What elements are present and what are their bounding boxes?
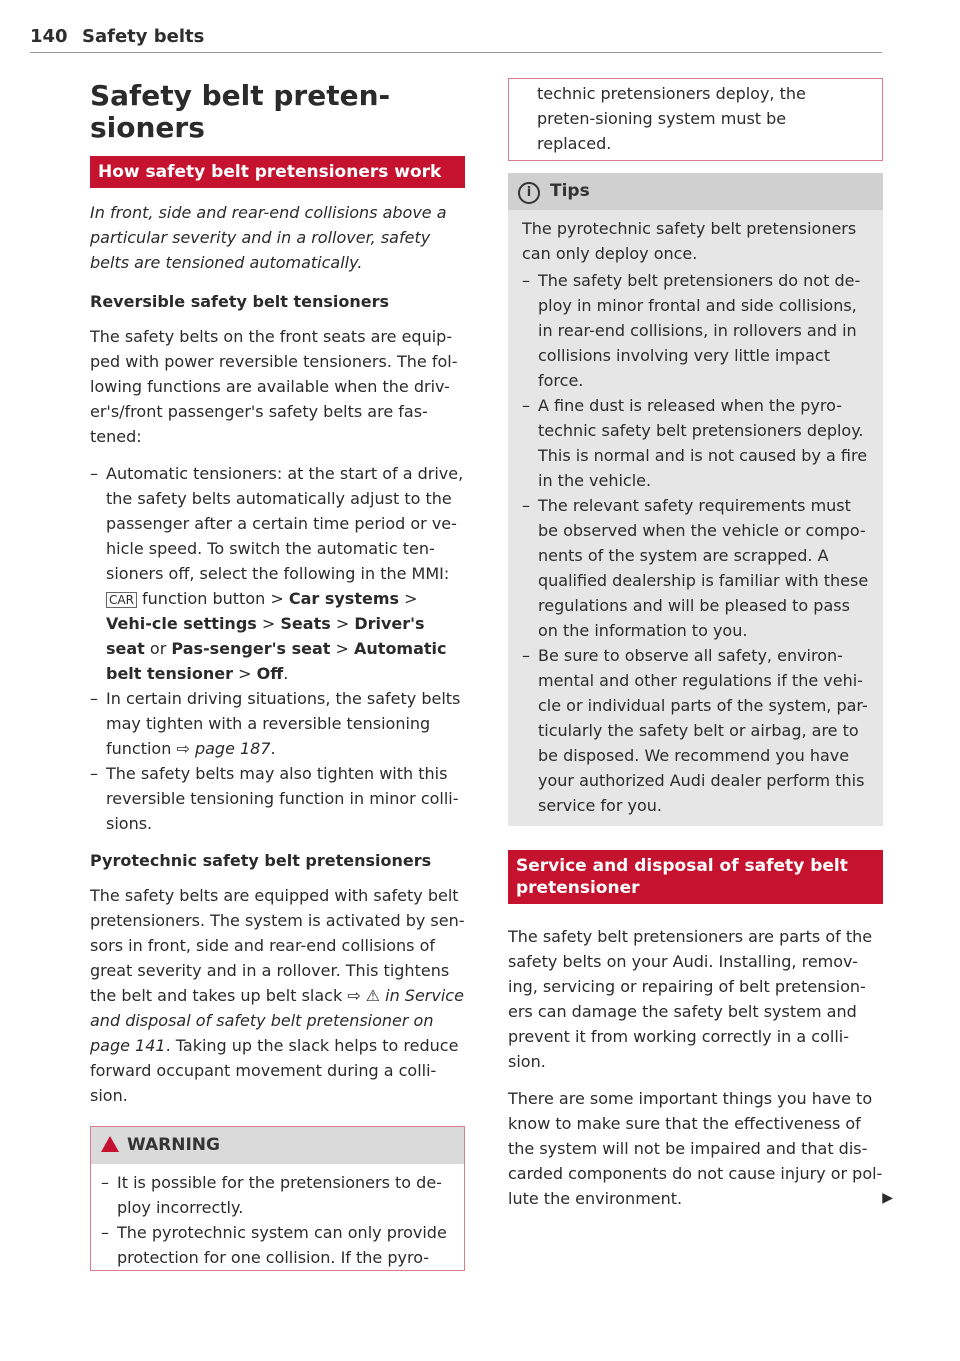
right-column [508, 78, 893, 1223]
page-title-line2: sioners [90, 111, 205, 144]
list-item: – The pyrotechnic system can only provide protection for one collision. If the pyro- [101, 1220, 454, 1270]
reversible-list [90, 461, 465, 836]
pyrotechnic-paragraph: The safety belts are equipped with safety belt pretensioners. The system is activated by sen-sors in front, side and rear-end collisions of great severity and in a rollover. This tightens the belt and takes up belt slack ⇨ ⚠ in Service and disposal of safety belt pretensioner on page 141. Taking up the slack helps to reduce forward occupant movement during a colli-sion. [90, 886, 465, 1105]
continue-arrow-icon: ▶ [882, 1190, 893, 1206]
list-item: – Be sure to observe all safety, environ-mental and other regulations if the vehi-cle or individual parts of the system, par-ticularly the safety belt or airbag, are to be disposed. We recommend you have your authorized Audi dealer perform this service for you. [522, 643, 869, 818]
warning-body [91, 1164, 464, 1270]
reversible-paragraph: The safety belts on the front seats are equip-ped with power reversible tensioners. The fol-lowing functions are available when the driv-er's/front passenger's safety belts are fas-tened: [90, 327, 458, 446]
page-reference-link[interactable]: ⇨ page 187 [176, 739, 271, 758]
car-key: CAR [106, 592, 137, 608]
list-item: – In certain driving situations, the safety belts may tighten with a reversible tensioning function ⇨ page 187. [90, 686, 465, 761]
tips-intro: The pyrotechnic safety belt pretensioners can only deploy once. [522, 219, 857, 263]
tips-label: Tips [550, 181, 590, 201]
tips-header [508, 173, 883, 210]
left-column [90, 80, 465, 1271]
list-item: – A fine dust is released when the pyro-technic safety belt pretensioners deploy. This is normal and is not caused by a fire in the vehicle. [522, 393, 869, 493]
page-header [30, 24, 882, 53]
service-paragraph-2: There are some important things you have to know to make sure that the effectiveness of the system will not be impaired and that dis-carded components do not cause injury or pol-lute the environment. ▶ [508, 1086, 883, 1211]
service-paragraph-1: The safety belt pretensioners are parts of the safety belts on your Audi. Installing, remov-ing, servicing or repairing of belt pretension-ers can damage the safety belt system and prevent it from working correctly in a colli-sion. [508, 927, 873, 1071]
tips-box [508, 173, 883, 826]
pyrotechnic-heading: Pyrotechnic safety belt pretensioners [90, 851, 432, 870]
list-item: – The safety belt pretensioners do not de-ploy in minor frontal and side collisions, in rear-end collisions, in rollovers and in collisions involving very little impact force. [522, 268, 869, 393]
page-title [90, 80, 465, 144]
warning-label: WARNING [127, 1135, 220, 1155]
section-heading-service: Service and disposal of safety belt pretensioner [508, 850, 883, 904]
tips-body [508, 210, 883, 826]
info-icon: i [518, 182, 540, 204]
list-item: – It is possible for the pretensioners to de-ploy incorrectly. [101, 1170, 454, 1220]
page-title-line1: Safety belt preten- [90, 79, 391, 112]
list-item: – The safety belts may also tighten with this reversible tensioning function in minor colli-sions. [90, 761, 465, 836]
warning-continuation: technic pretensioners deploy, the preten-sioning system must be replaced. [508, 78, 883, 161]
cross-reference-link[interactable]: ⇨ ⚠ in Service and disposal of safety belt pretensioner on page 141 [90, 986, 464, 1055]
section-heading-how-work: How safety belt pretensioners work [90, 156, 465, 188]
warning-header [91, 1127, 464, 1164]
page-number: 140 [30, 26, 68, 47]
warning-icon [101, 1136, 119, 1152]
reversible-heading: Reversible safety belt tensioners [90, 292, 390, 311]
list-item: – Automatic tensioners: at the start of a drive, the safety belts automatically adjust to the passenger after a certain time period or ve-hicle speed. To switch the automatic ten-sioners off, select the following in the MMI: CAR function button > Car systems > Vehi-cle settings > Seats > Driver's seat or Pas-senger's seat > Automatic belt tensioner > Off. [90, 461, 465, 686]
intro-text: In front, side and rear-end collisions above a particular severity and in a rollover, safety belts are tensioned automatically. [90, 203, 447, 272]
warning-box [90, 1126, 465, 1271]
list-item: – The relevant safety requirements must be observed when the vehicle or compo-nents of the system are scrapped. A qualified dealership is familiar with these regulations and will be pleased to pass on the information to you. [522, 493, 869, 643]
section-title: Safety belts [82, 26, 205, 47]
